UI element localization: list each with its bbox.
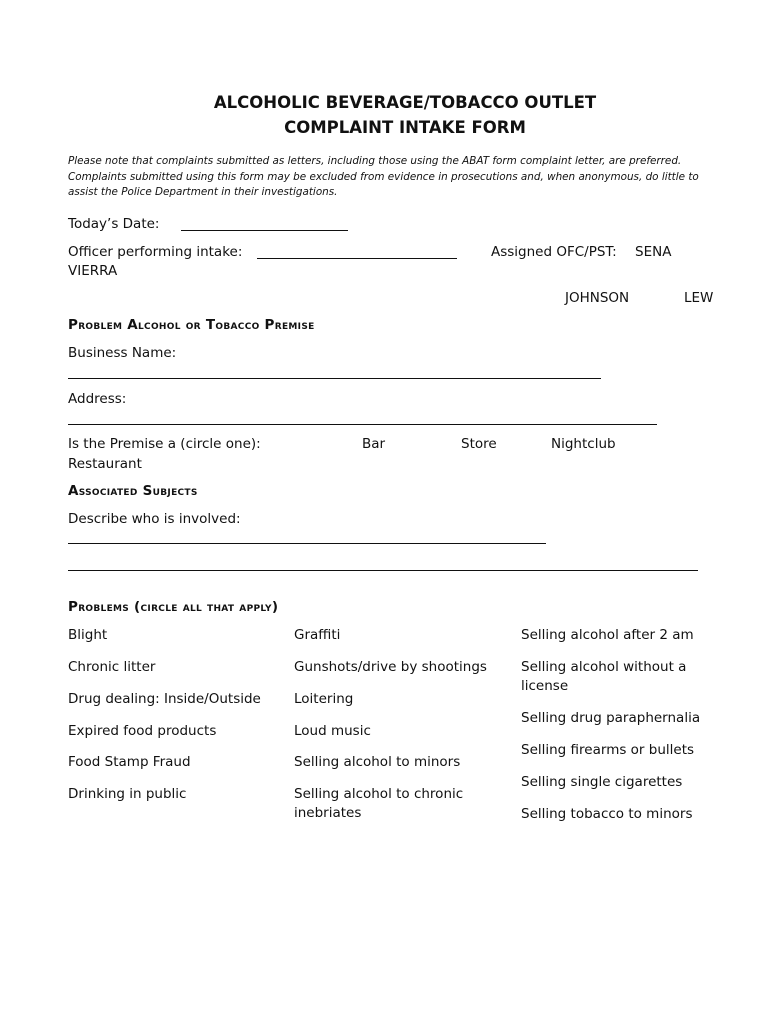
officer-option-johnson[interactable]: JOHNSON bbox=[565, 290, 630, 306]
problem-item[interactable]: Graffiti bbox=[294, 627, 341, 643]
form-title-line2: COMPLAINT INTAKE FORM bbox=[284, 118, 526, 137]
premise-option-nightclub[interactable]: Nightclub bbox=[551, 436, 616, 452]
premise-option-restaurant[interactable]: Restaurant bbox=[68, 456, 142, 472]
problem-item[interactable]: Selling alcohol to minors bbox=[294, 754, 461, 770]
address-label: Address: bbox=[68, 391, 127, 407]
describe-field-line1[interactable] bbox=[68, 543, 546, 544]
describe-label: Describe who is involved: bbox=[68, 511, 241, 527]
premise-question: Is the Premise a (circle one): bbox=[68, 436, 261, 452]
todays-date-field[interactable] bbox=[181, 230, 348, 231]
problem-item[interactable]: Selling single cigarettes bbox=[521, 774, 683, 790]
premise-option-bar[interactable]: Bar bbox=[362, 436, 386, 452]
problem-item[interactable]: Selling alcohol after 2 am bbox=[521, 627, 694, 643]
officer-field[interactable] bbox=[257, 258, 457, 259]
form-title-line1: ALCOHOLIC BEVERAGE/TOBACCO OUTLET bbox=[213, 93, 597, 112]
problem-item[interactable]: Drug dealing: Inside/Outside bbox=[68, 691, 261, 707]
problem-item[interactable]: Selling alcohol without a license bbox=[521, 659, 687, 694]
todays-date-label: Today’s Date: bbox=[68, 216, 160, 232]
problem-item[interactable]: Gunshots/drive by shootings bbox=[294, 659, 487, 675]
problem-item[interactable]: Loud music bbox=[294, 723, 371, 739]
describe-field-line2[interactable] bbox=[68, 570, 698, 571]
officer-label: Officer performing intake: bbox=[68, 244, 243, 260]
officer-option-lew[interactable]: LEW bbox=[684, 290, 714, 306]
business-name-field[interactable] bbox=[68, 378, 601, 379]
section-problems-heading: Problems (circle all that apply) bbox=[68, 599, 279, 615]
officer-option-sena[interactable]: SENA bbox=[635, 244, 672, 260]
problem-item[interactable]: Expired food products bbox=[68, 723, 217, 739]
problem-item[interactable]: Selling firearms or bullets bbox=[521, 742, 695, 758]
intake-note: Please note that complaints submitted as letters, including those using the ABAT form complaint letter, are preferred. Complaints submitted using this form may be excluded from evidence in prosecutions and, when anonymous, do little to assist the Police Department in their investigations. bbox=[68, 155, 699, 198]
problem-item[interactable]: Loitering bbox=[294, 691, 354, 707]
problem-item[interactable]: Chronic litter bbox=[68, 659, 156, 675]
business-name-label: Business Name: bbox=[68, 345, 177, 361]
problem-item[interactable]: Selling drug paraphernalia bbox=[521, 710, 701, 726]
assigned-label: Assigned OFC/PST: bbox=[491, 244, 617, 260]
section-subjects-heading: Associated Subjects bbox=[68, 483, 198, 499]
problem-item[interactable]: Drinking in public bbox=[68, 786, 187, 802]
problem-item[interactable]: Blight bbox=[68, 627, 108, 643]
section-premise-heading: Problem Alcohol or Tobacco Premise bbox=[68, 317, 315, 333]
problem-item[interactable]: Selling alcohol to chronic inebriates bbox=[294, 786, 464, 821]
problem-item[interactable]: Selling tobacco to minors bbox=[521, 806, 693, 822]
premise-option-store[interactable]: Store bbox=[461, 436, 497, 452]
address-field[interactable] bbox=[68, 424, 657, 425]
problem-item[interactable]: Food Stamp Fraud bbox=[68, 754, 191, 770]
officer-option-vierra[interactable]: VIERRA bbox=[68, 263, 118, 279]
